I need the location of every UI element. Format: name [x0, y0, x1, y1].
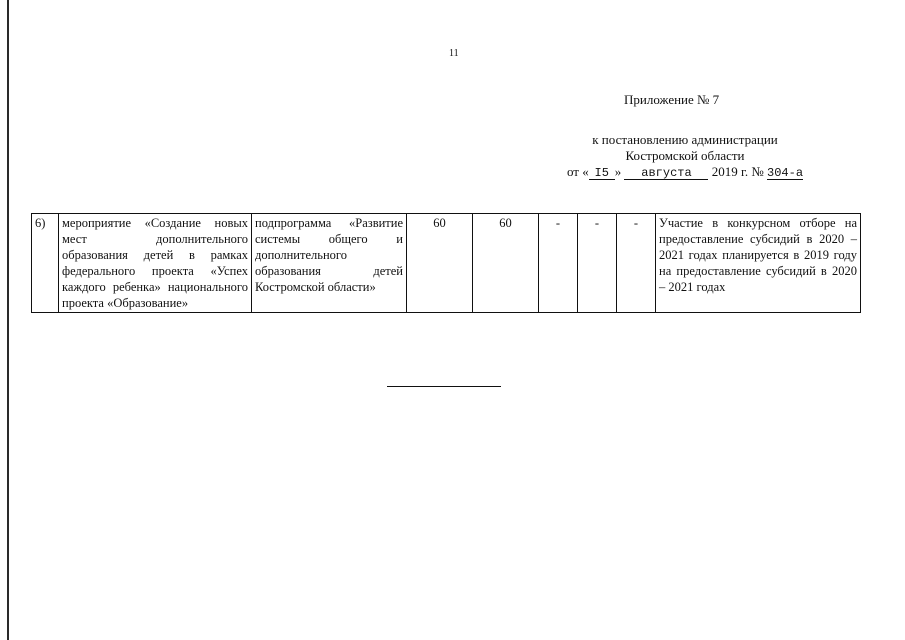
resolution-number: 304-а: [767, 166, 804, 180]
scan-edge-line: [7, 0, 9, 640]
date-day-close: »: [614, 164, 622, 179]
date-month: августа: [624, 167, 708, 180]
value-cell-1: 60: [407, 214, 473, 313]
date-day: I5: [589, 167, 615, 180]
subprogram-cell: подпрограмма «Развитие системы общего и дополнительного образования детей Костромской области»: [252, 214, 407, 313]
measure-cell: мероприятие «Создание новых мест дополнительного образования детей в рамках федерального проекта «Успех каждого ребенка» национального проекта «Образование»: [59, 214, 252, 313]
dash-cell-2: -: [578, 214, 617, 313]
resolution-line-1: к постановлению администрации: [592, 132, 778, 147]
appendix-title: Приложение № 7: [624, 92, 720, 107]
dash-cell-1: -: [539, 214, 578, 313]
note-cell: Участие в конкурсном отборе на предоставление субсидий в 2020 – 2021 годах планируется в 2019 году на предоставление субсидий в 2020 – 2021 годах: [656, 214, 861, 313]
closing-rule: [387, 386, 501, 387]
date-prefix: от «: [566, 164, 589, 179]
dash-cell-3: -: [617, 214, 656, 313]
measures-table: [31, 213, 861, 313]
page-number: 11: [449, 48, 459, 59]
resolution-reference: [540, 132, 830, 180]
table-row: [32, 214, 861, 313]
row-number-cell: 6): [32, 214, 59, 313]
resolution-date-line: [540, 164, 830, 180]
resolution-line-2: Костромской области: [625, 148, 745, 163]
date-year: 2019 г. №: [711, 164, 764, 179]
value-cell-2: 60: [473, 214, 539, 313]
